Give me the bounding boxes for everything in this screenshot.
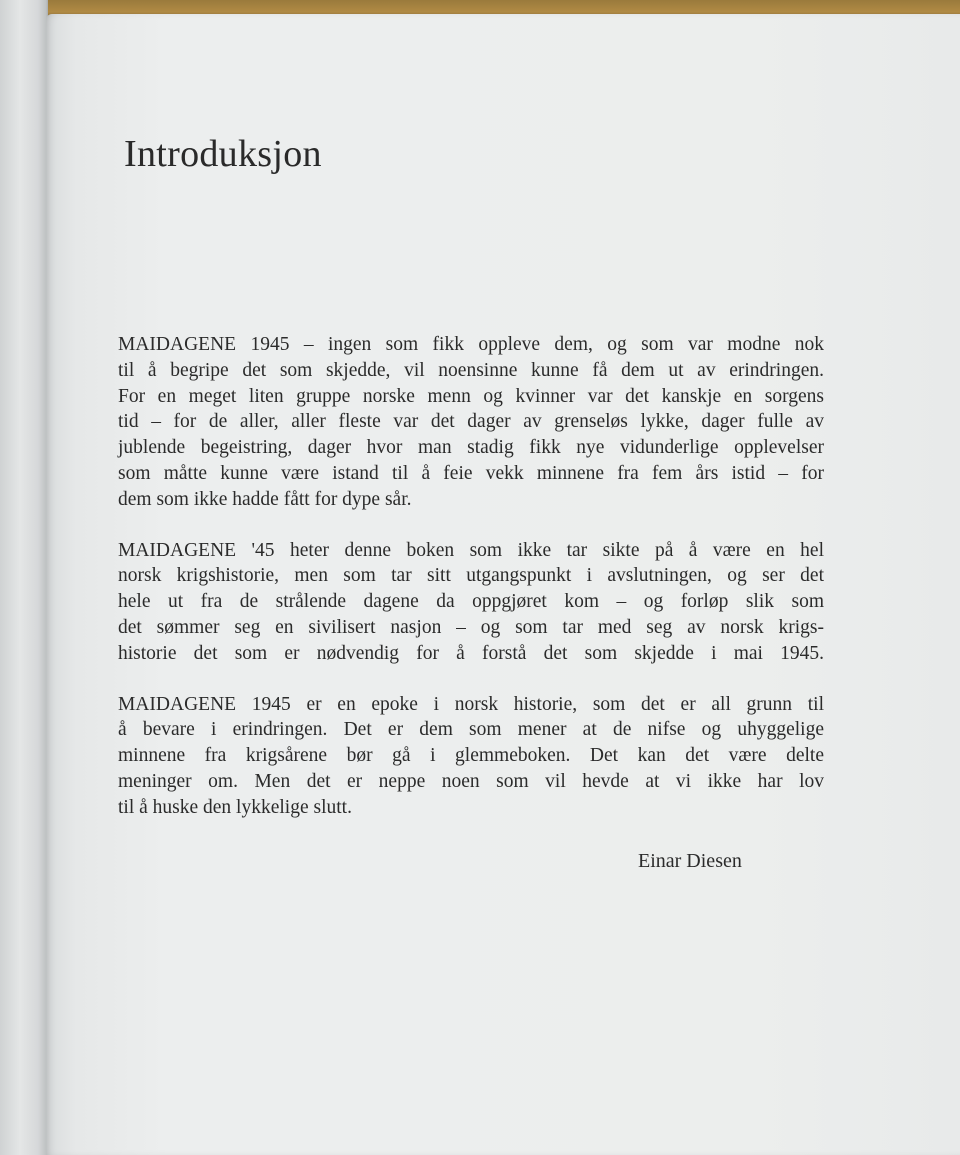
book-spine-edge bbox=[0, 0, 48, 1155]
text-line: dem som ikke hadde fått for dype sår. bbox=[118, 488, 412, 510]
text-line: norsk krigshistorie, men som tar sitt utgangspunkt i avslutningen, og ser det bbox=[118, 565, 824, 587]
text-line: MAIDAGENE 1945 – ingen som fikk oppleve dem, og som var modne nok bbox=[118, 334, 824, 355]
text-line: minnene fra krigsårene bør gå i glemmeboken. Det kan det være delte bbox=[118, 745, 824, 767]
text-line: MAIDAGENE 1945 er en epoke i norsk historie, som det er all grunn til bbox=[118, 693, 824, 715]
text-line: jublende begeistring, dager hvor man stadig fikk nye vidunderlige opplevelser bbox=[118, 437, 824, 459]
text-line: å bevare i erindringen. Det er dem som mener at de nifse og uhyggelige bbox=[118, 719, 824, 741]
text-line: som måtte kunne være istand til å feie vekk minnene fra fem års istid – for bbox=[118, 462, 824, 484]
body-text bbox=[118, 332, 824, 846]
paragraph-1 bbox=[118, 332, 824, 513]
paragraph-2 bbox=[118, 538, 824, 667]
text-line: hele ut fra de strålende dagene da oppgjøret kom – og forløp slik som bbox=[118, 591, 824, 613]
text-line: det sømmer seg en sivilisert nasjon – og som tar med seg av norsk krigs- bbox=[118, 616, 824, 638]
text-line: MAIDAGENE '45 heter denne boken som ikke tar sikte på å være en hel bbox=[118, 539, 824, 561]
text-line: til å huske den lykkelige slutt. bbox=[118, 796, 352, 818]
paragraph-3 bbox=[118, 692, 824, 821]
text-line: til å begripe det som skjedde, vil noensinne kunne få dem ut av erindringen. bbox=[118, 359, 824, 381]
author-signature: Einar Diesen bbox=[638, 850, 742, 872]
text-line: meninger om. Men det er neppe noen som vil hevde at vi ikke har lov bbox=[118, 770, 824, 792]
text-line: historie det som er nødvendig for å forstå det som skjedde i mai 1945. bbox=[118, 642, 824, 664]
book-page bbox=[46, 14, 960, 1155]
text-line: For en meget liten gruppe norske menn og kvinner var det kanskje en sorgens bbox=[118, 385, 824, 407]
page-title: Introduksjon bbox=[124, 133, 322, 175]
text-line: tid – for de aller, aller fleste var det dager av grenseløs lykke, dager fulle av bbox=[118, 411, 824, 433]
